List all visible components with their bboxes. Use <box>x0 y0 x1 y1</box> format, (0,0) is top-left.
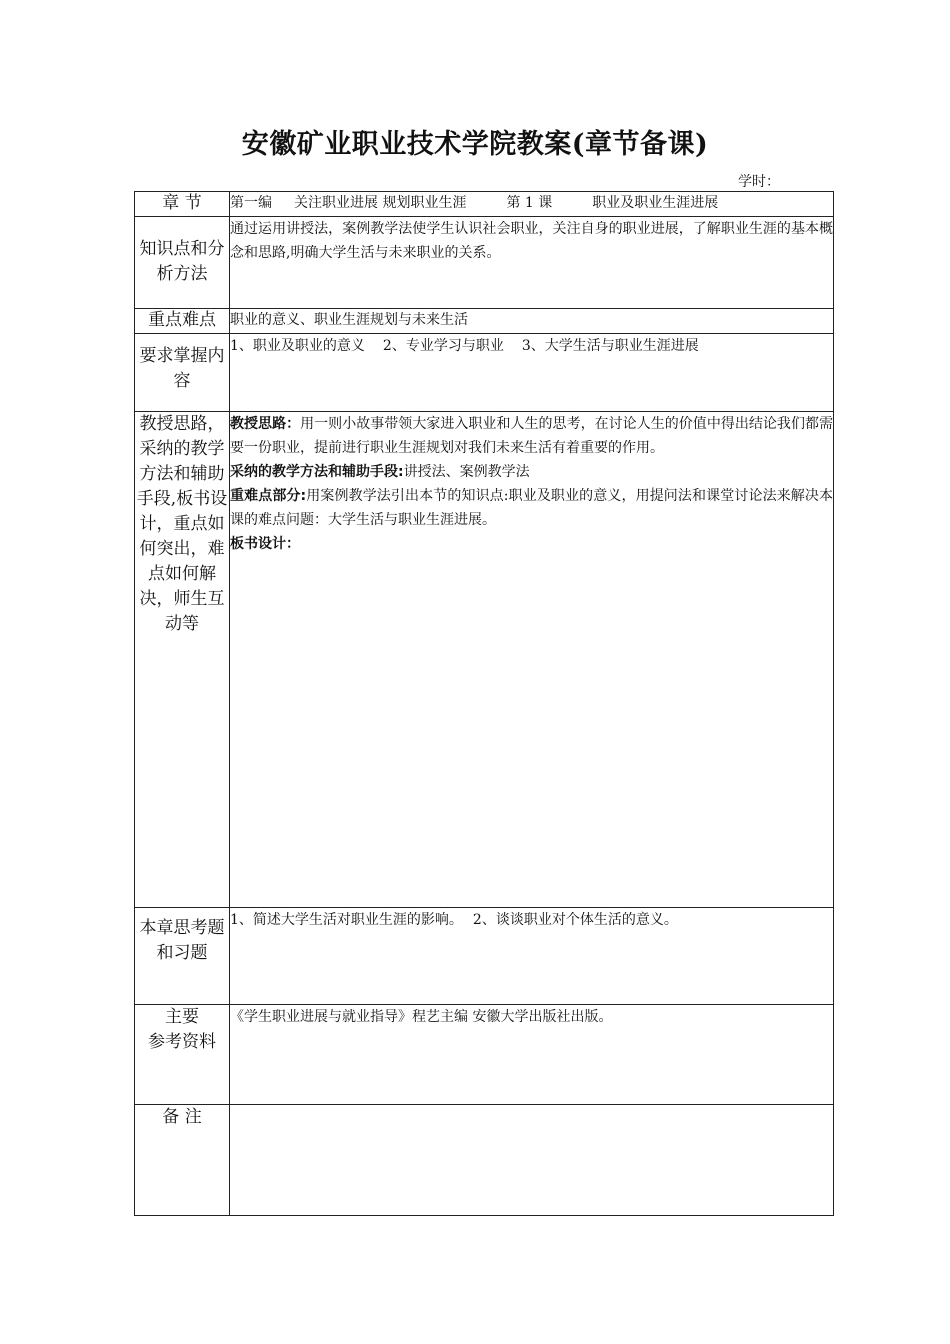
chapter-part: 第一编 <box>230 195 272 211</box>
row-notes <box>135 1105 834 1216</box>
notes-text <box>230 1105 834 1216</box>
label-knowledge: 知识点和分析方法 <box>135 217 230 309</box>
teaching-cell <box>230 412 834 908</box>
chapter-lesson: 第 1 课 <box>506 195 553 211</box>
row-chapter <box>135 192 834 217</box>
row-references <box>135 1005 834 1105</box>
row-key-points <box>135 309 834 334</box>
exercise-item-2: 2、谈谈职业对个体生活的意义。 <box>472 912 678 928</box>
label-references-line2: 参考资料 <box>148 1032 216 1052</box>
teaching-methods-head: 采纳的教学方法和辅助手段: <box>230 464 404 480</box>
label-references-line1: 主要 <box>165 1007 199 1027</box>
teaching-difficulty-head: 重难点部分: <box>230 488 307 504</box>
teaching-approach <box>230 412 833 460</box>
label-teaching: 教授思路，采纳的教学方法和辅助手段,板书设计，重点如何突出，难点如何解决，师生互动等 <box>135 412 230 908</box>
lesson-plan-table <box>134 191 834 1216</box>
requirement-item-1: 1、职业及职业的意义 <box>230 338 365 354</box>
requirement-item-2: 2、专业学习与职业 <box>382 338 504 354</box>
label-notes: 备 注 <box>135 1105 230 1216</box>
label-chapter: 章 节 <box>135 192 230 217</box>
teaching-board-head: 板书设计： <box>230 536 300 552</box>
teaching-methods-text: 讲授法、案例教学法 <box>403 464 530 480</box>
teaching-approach-head: 教授思路： <box>230 416 301 432</box>
page-title: 安徽矿业职业技术学院教案(章节备课) <box>241 129 709 160</box>
teaching-board <box>230 532 833 556</box>
label-requirements: 要求掌握内容 <box>135 334 230 412</box>
references-text: 《学生职业进展与就业指导》程艺主编 安徽大学出版社出版。 <box>230 1005 834 1105</box>
teaching-methods <box>230 460 833 484</box>
label-references <box>135 1005 230 1105</box>
exercises-cell <box>230 908 834 1005</box>
teaching-difficulty <box>230 484 833 532</box>
requirements-cell <box>230 334 834 412</box>
teaching-difficulty-text: 用案例教学法引出本节的知识点:职业及职业的意义，用提问法和课堂讨论法来解决本课的难点问题：大学生活与职业生涯进展。 <box>230 488 833 528</box>
row-requirements <box>135 334 834 412</box>
exercise-item-1: 1、简述大学生活对职业生涯的影响。 <box>230 912 463 928</box>
label-key-points: 重点难点 <box>135 309 230 334</box>
requirement-item-3: 3、大学生活与职业生涯进展 <box>521 338 699 354</box>
row-knowledge <box>135 217 834 309</box>
label-exercises: 本章思考题和习题 <box>135 908 230 1005</box>
teaching-approach-text: 用一则小故事带领大家进入职业和人生的思考，在讨论人生的价值中得出结论我们都需要一份职业，提前进行职业生涯规划对我们未来生活有着重要的作用。 <box>230 416 834 456</box>
chapter-lesson-title: 职业及职业生涯进展 <box>592 195 719 211</box>
row-teaching <box>135 412 834 908</box>
key-points-text: 职业的意义、职业生涯规划与未来生活 <box>230 309 834 334</box>
chapter-cell <box>230 192 834 217</box>
hours-label: 学时： <box>738 174 780 190</box>
row-exercises <box>135 908 834 1005</box>
knowledge-text: 通过运用讲授法，案例教学法使学生认识社会职业，关注自身的职业进展，了解职业生涯的基本概念和思路,明确大学生活与未来职业的关系。 <box>230 217 834 309</box>
chapter-part-title: 关注职业进展 规划职业生涯 <box>294 195 467 211</box>
